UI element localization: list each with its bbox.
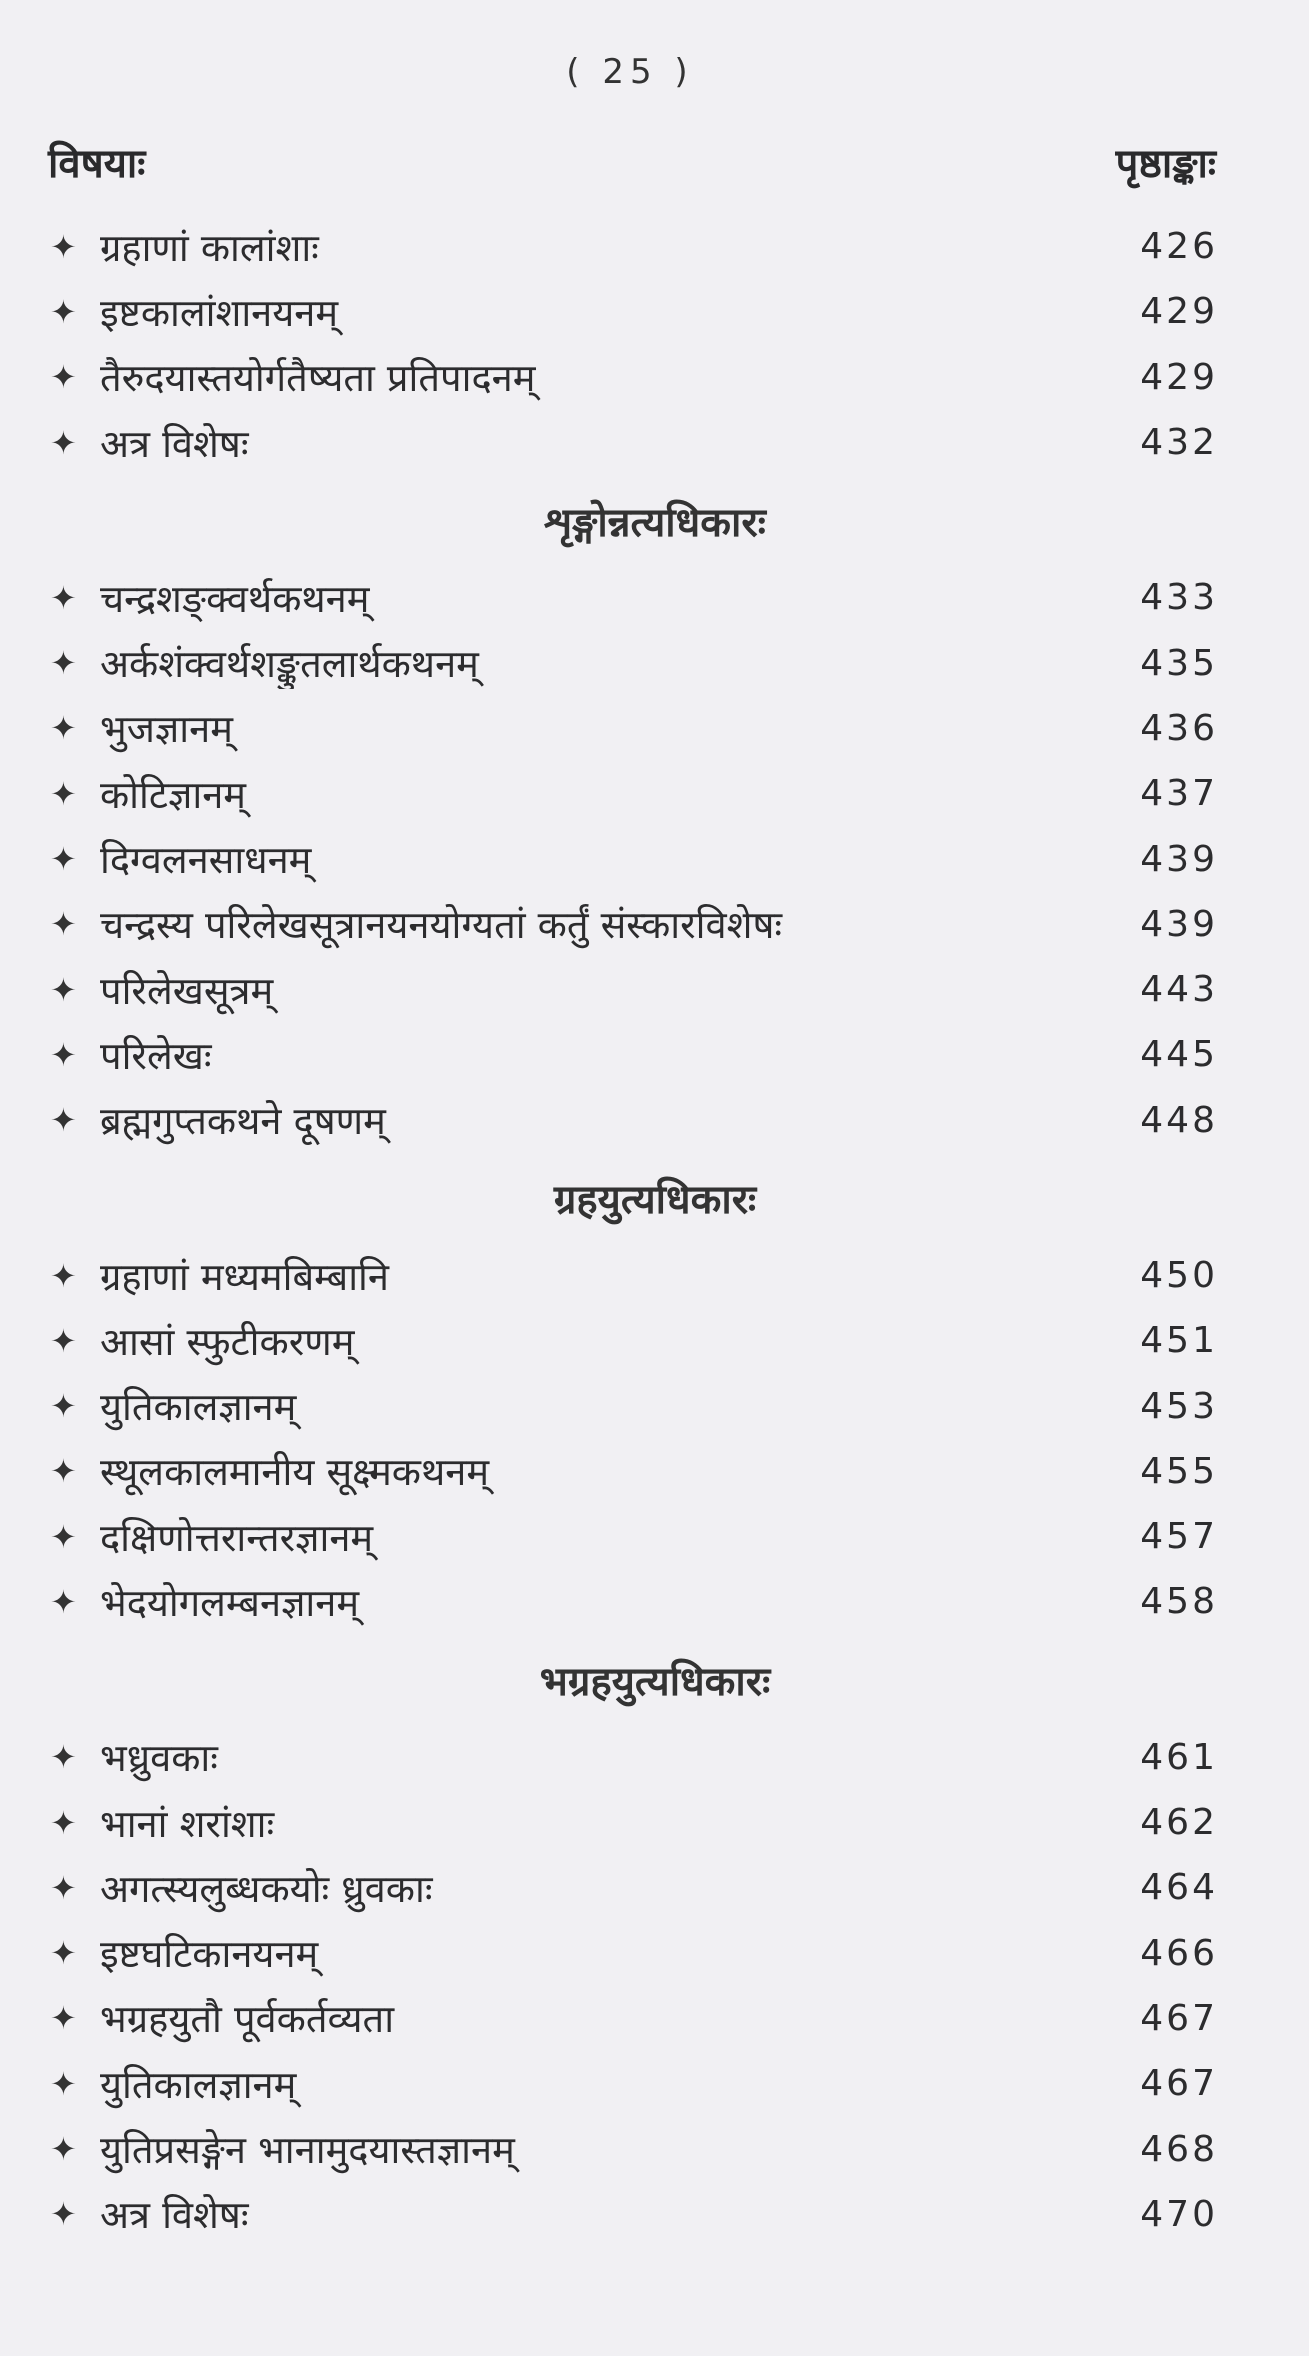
toc-entry xyxy=(50,957,1220,1022)
entry-title: भुजज्ञानम् xyxy=(100,707,233,752)
entry-title: अगत्स्यलुब्धकयोः ध्रुवकाः xyxy=(100,1866,433,1911)
toc-entry xyxy=(50,1986,1220,2051)
column-headers xyxy=(48,134,1216,189)
star-bullet-icon: ✦ xyxy=(50,1387,77,1426)
entry-page-number: 435 xyxy=(1140,642,1218,684)
star-bullet-icon: ✦ xyxy=(50,2195,77,2234)
entry-title: अर्कशंक्वर्थशङ्कुतलार्थकथनम् xyxy=(100,642,479,687)
star-bullet-icon: ✦ xyxy=(50,1101,77,1140)
entry-title: चन्द्रस्य परिलेखसूत्रानयनयोग्यतां कर्तुं संस्कारविशेषः xyxy=(100,903,783,948)
entry-title: इष्टकालांशानयनम् xyxy=(100,290,339,335)
entry-page-number: 433 xyxy=(1140,577,1218,619)
toc-entry xyxy=(50,892,1220,957)
star-bullet-icon: ✦ xyxy=(50,1452,77,1491)
toc-entry xyxy=(50,1373,1220,1438)
star-bullet-icon: ✦ xyxy=(50,227,77,266)
entry-page-number: 468 xyxy=(1140,2128,1218,2170)
toc-entry xyxy=(50,1790,1220,1855)
entry-page-number: 439 xyxy=(1140,903,1218,945)
star-bullet-icon: ✦ xyxy=(50,905,77,944)
toc-entry xyxy=(50,565,1220,630)
toc-entry xyxy=(50,1308,1220,1373)
toc-entry xyxy=(50,630,1220,695)
entry-page-number: 429 xyxy=(1140,291,1218,333)
table-of-contents xyxy=(50,214,1220,2247)
toc-entry xyxy=(50,696,1220,761)
entry-page-number: 432 xyxy=(1140,422,1218,464)
toc-entry xyxy=(50,761,1220,826)
star-bullet-icon: ✦ xyxy=(50,1517,77,1556)
toc-entry xyxy=(50,826,1220,891)
entry-page-number: 458 xyxy=(1140,1581,1218,1623)
star-bullet-icon: ✦ xyxy=(50,1934,77,1973)
entry-title: इष्टघटिकानयनम् xyxy=(100,1932,319,1977)
entry-page-number: 451 xyxy=(1140,1320,1218,1362)
toc-entry xyxy=(50,1921,1220,1986)
entry-page-number: 445 xyxy=(1140,1034,1218,1076)
entry-title: ब्रह्मगुप्तकथने दूषणम् xyxy=(100,1099,386,1144)
entry-title: अत्र विशेषः xyxy=(100,421,249,466)
entry-title: चन्द्रशङ्क्वर्थकथनम् xyxy=(100,576,370,621)
entry-page-number: 467 xyxy=(1140,2063,1218,2105)
toc-entry xyxy=(50,410,1220,475)
entry-page-number: 443 xyxy=(1140,969,1218,1011)
toc-entry xyxy=(50,1439,1220,1504)
star-bullet-icon: ✦ xyxy=(50,358,77,397)
entry-page-number: 426 xyxy=(1140,226,1218,268)
entry-title: ग्रहाणां मध्यमबिम्बानि xyxy=(100,1254,389,1299)
toc-entry xyxy=(50,1088,1220,1153)
entry-title: दक्षिणोत्तरान्तरज्ञानम् xyxy=(100,1515,374,1560)
toc-entry xyxy=(50,214,1220,279)
star-bullet-icon: ✦ xyxy=(50,2130,77,2169)
entry-page-number: 448 xyxy=(1140,1099,1218,1141)
star-bullet-icon: ✦ xyxy=(50,578,77,617)
toc-entry xyxy=(50,1855,1220,1920)
star-bullet-icon: ✦ xyxy=(50,2064,77,2103)
subject-column-header: विषयाः xyxy=(48,141,146,187)
star-bullet-icon: ✦ xyxy=(50,292,77,331)
entry-page-number: 470 xyxy=(1140,2193,1218,2235)
entry-title: परिलेखः xyxy=(100,1033,212,1078)
star-bullet-icon: ✦ xyxy=(50,840,77,879)
entry-title: कोटिज्ञानम् xyxy=(100,772,247,817)
entry-title: युतिकालज्ञानम् xyxy=(100,2062,297,2107)
page-number: ( 25 ) xyxy=(566,52,694,92)
entry-title: आसां स्फुटीकरणम् xyxy=(100,1319,355,1364)
entry-title: भानां शरांशाः xyxy=(100,1801,275,1846)
toc-entry xyxy=(50,2182,1220,2247)
entry-page-number: 429 xyxy=(1140,356,1218,398)
toc-entry xyxy=(50,345,1220,410)
toc-entry xyxy=(50,1504,1220,1569)
toc-entry xyxy=(50,1022,1220,1087)
star-bullet-icon: ✦ xyxy=(50,774,77,813)
entry-page-number: 437 xyxy=(1140,773,1218,815)
star-bullet-icon: ✦ xyxy=(50,1868,77,1907)
star-bullet-icon: ✦ xyxy=(50,1803,77,1842)
entry-title: युतिकालज्ञानम् xyxy=(100,1385,297,1430)
entry-page-number: 467 xyxy=(1140,1997,1218,2039)
toc-entry xyxy=(50,1243,1220,1308)
entry-title: स्थूलकालमानीय सूक्ष्मकथनम् xyxy=(100,1450,490,1495)
star-bullet-icon: ✦ xyxy=(50,1738,77,1777)
star-bullet-icon: ✦ xyxy=(50,709,77,748)
entry-title: दिग्वलनसाधनम् xyxy=(100,838,312,883)
entry-title: युतिप्रसङ्गेन भानामुदयास्तज्ञानम् xyxy=(100,2128,515,2173)
section-heading: भग्रहयुत्यधिकारः xyxy=(539,1659,771,1706)
toc-entry xyxy=(50,2116,1220,2181)
entry-title: ग्रहाणां कालांशाः xyxy=(100,225,319,270)
toc-entry xyxy=(50,1569,1220,1634)
entry-title: तैरुदयास्तयोर्गतैष्यता प्रतिपादनम् xyxy=(100,356,536,401)
section-heading: शृङ्गोन्नत्यधिकारः xyxy=(544,499,766,546)
entry-title: भध्रुवकाः xyxy=(100,1736,218,1781)
entry-page-number: 461 xyxy=(1140,1736,1218,1778)
entry-page-number: 436 xyxy=(1140,707,1218,749)
star-bullet-icon: ✦ xyxy=(50,644,77,683)
section-heading: ग्रहयुत्यधिकारः xyxy=(553,1177,757,1224)
star-bullet-icon: ✦ xyxy=(50,1256,77,1295)
entry-title: भग्रहयुतौ पूर्वकर्तव्यता xyxy=(100,1997,395,2042)
toc-entry xyxy=(50,279,1220,344)
entry-page-number: 466 xyxy=(1140,1932,1218,1974)
star-bullet-icon: ✦ xyxy=(50,1582,77,1621)
star-bullet-icon: ✦ xyxy=(50,1321,77,1360)
entry-page-number: 462 xyxy=(1140,1802,1218,1844)
entry-page-number: 450 xyxy=(1140,1255,1218,1296)
entry-page-number: 453 xyxy=(1140,1385,1218,1427)
entry-page-number: 439 xyxy=(1140,838,1218,880)
entry-page-number: 464 xyxy=(1140,1867,1218,1909)
entry-title: भेदयोगलम्बनज्ञानम् xyxy=(100,1580,360,1625)
toc-entry xyxy=(50,1725,1220,1790)
toc-entry xyxy=(50,2051,1220,2116)
star-bullet-icon: ✦ xyxy=(50,1035,77,1074)
entry-page-number: 457 xyxy=(1140,1516,1218,1558)
entry-title: अत्र विशेषः xyxy=(100,2193,249,2238)
star-bullet-icon: ✦ xyxy=(50,423,77,462)
entry-page-number: 455 xyxy=(1140,1450,1218,1492)
star-bullet-icon: ✦ xyxy=(50,1999,77,2038)
entry-title: परिलेखसूत्रम् xyxy=(100,968,274,1013)
star-bullet-icon: ✦ xyxy=(50,970,77,1009)
page-column-header: पृष्ठाङ्काः xyxy=(1115,141,1216,187)
